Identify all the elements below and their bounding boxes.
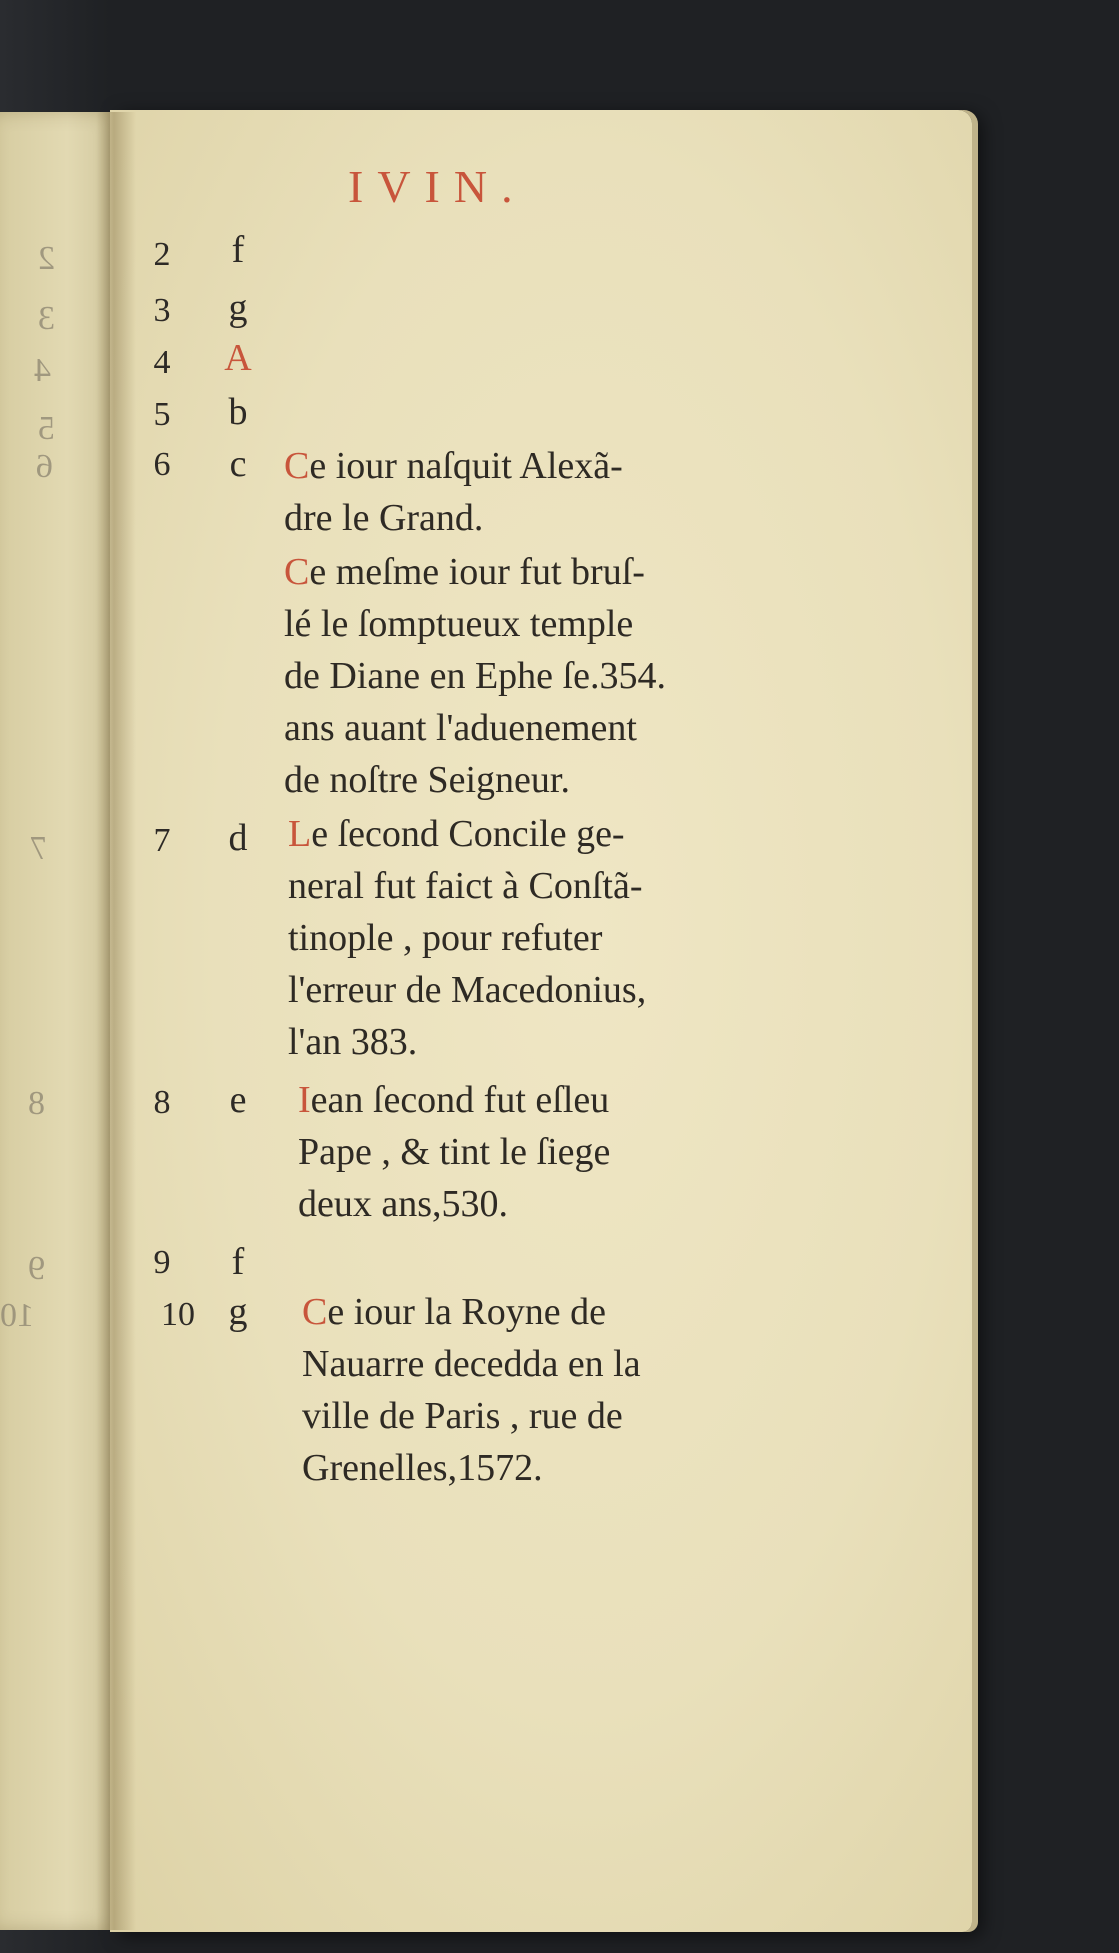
- calendar-day: 2: [153, 236, 171, 273]
- rubric-initial: C: [284, 551, 310, 593]
- calendar-entry: [302, 1286, 641, 1494]
- bleed-through-numeral: 2: [38, 240, 55, 277]
- dominical-letter: f: [231, 1241, 245, 1283]
- bleed-through-numeral: 8: [28, 1085, 45, 1122]
- gutter-shadow: [96, 112, 136, 1930]
- calendar-day: 7: [153, 822, 171, 859]
- dominical-letter: c: [229, 443, 247, 485]
- dominical-letter: e: [229, 1079, 247, 1121]
- rubric-initial: C: [284, 445, 310, 487]
- entry-line: neral fut faict à Conſtã-: [288, 865, 643, 907]
- dominical-letter: A: [224, 337, 252, 379]
- bleed-through-numeral: 4: [34, 352, 51, 389]
- calendar-day: 10: [161, 1296, 195, 1333]
- calendar-day: 5: [153, 396, 171, 433]
- entry-line: e iour la Royne de: [327, 1291, 606, 1333]
- entry-line: e ſecond Concile ge-: [311, 813, 625, 855]
- entry-line: tinople , pour refuter: [288, 917, 603, 959]
- bleed-through-numeral: 10: [0, 1297, 34, 1334]
- rubric-initial: I: [298, 1079, 311, 1121]
- calendar-entry: [288, 808, 646, 1068]
- bleed-through-numeral: 6: [36, 448, 53, 485]
- entry-line: e iour naſquit Alexã-: [309, 445, 623, 487]
- calendar-entry: [298, 1074, 610, 1230]
- entry-line: Pape , & tint le ſiege: [298, 1131, 611, 1173]
- entry-line: dre le Grand.: [284, 497, 484, 539]
- calendar-day: 4: [153, 344, 171, 381]
- entry-line: deux ans,530.: [298, 1183, 509, 1225]
- entry-line: e meſme iour fut bruſ-: [309, 551, 645, 593]
- calendar-entry: [284, 440, 623, 544]
- page-title: IVIN.: [348, 161, 527, 212]
- entry-line: ans auant l'aduenement: [284, 707, 637, 749]
- dominical-letter: g: [228, 1291, 248, 1333]
- dominical-letter: f: [231, 229, 245, 271]
- dominical-letter: d: [228, 817, 248, 859]
- bleed-through-numeral: 3: [38, 300, 55, 337]
- rubric-initial: C: [302, 1291, 328, 1333]
- entry-line: de noſtre Seigneur.: [284, 759, 570, 801]
- bleed-through-numeral: 5: [38, 410, 55, 447]
- bleed-through-numeral: 9: [28, 1250, 45, 1287]
- calendar-day: 3: [153, 292, 171, 329]
- entry-line: Grenelles,1572.: [302, 1447, 543, 1489]
- dominical-letter: g: [228, 287, 248, 329]
- calendar-day: 8: [153, 1084, 171, 1121]
- calendar-day: 9: [153, 1244, 171, 1281]
- bleed-through-numeral: 7: [30, 830, 47, 867]
- calendar-entry: [284, 546, 666, 806]
- entry-line: de Diane en Ephe ſe.354.: [284, 655, 666, 697]
- rubric-initial: L: [288, 813, 312, 855]
- entry-line: ville de Paris , rue de: [302, 1395, 623, 1437]
- entry-line: ean ſecond fut eſleu: [310, 1079, 610, 1121]
- entry-line: l'an 383.: [288, 1021, 418, 1063]
- entry-line: lé le ſomptueux temple: [284, 603, 634, 645]
- dominical-letter: b: [228, 391, 248, 433]
- entry-line: Nauarre decedda en la: [302, 1343, 641, 1385]
- entry-line: l'erreur de Macedonius,: [288, 969, 647, 1011]
- calendar-day: 6: [153, 446, 171, 483]
